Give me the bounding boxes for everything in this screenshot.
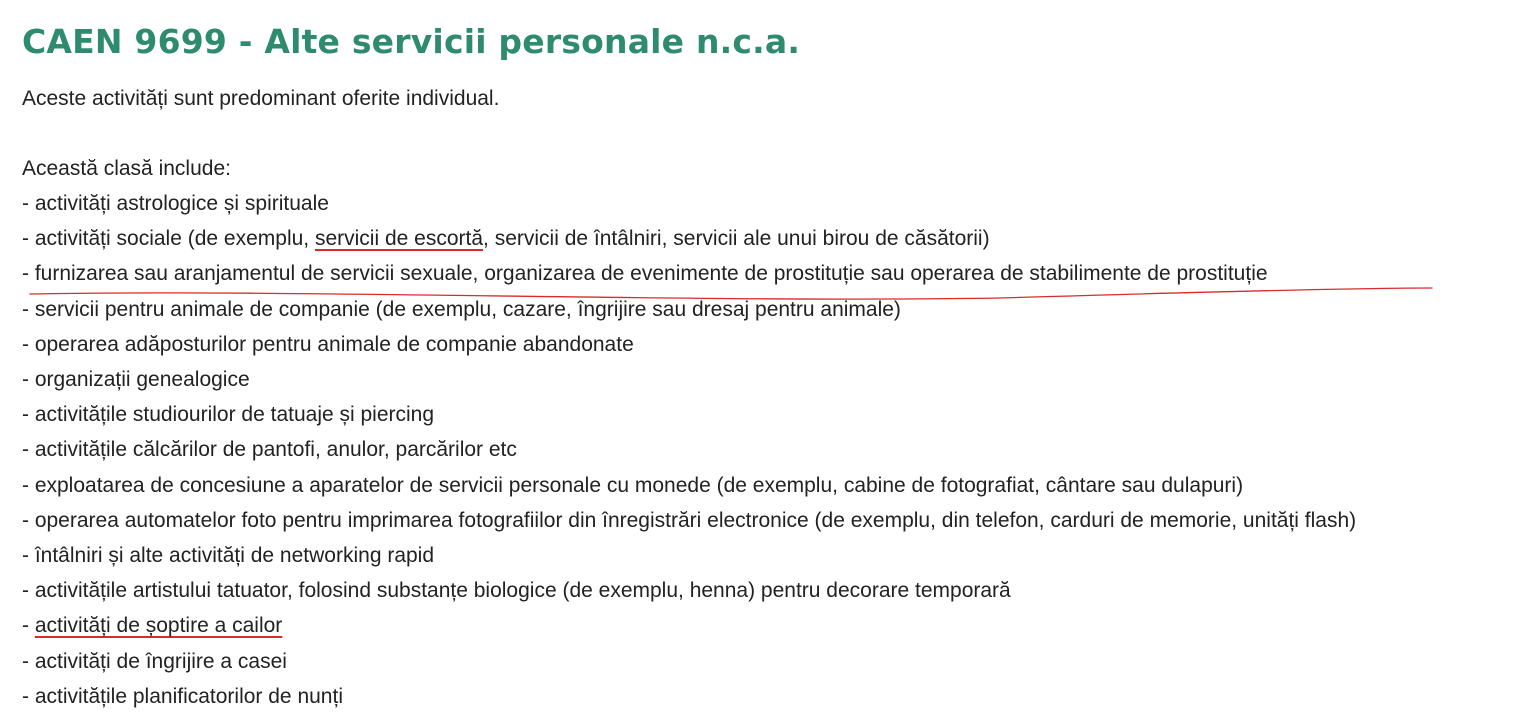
list-item: - activitățile planificatorilor de nunți [22,684,343,708]
page-title: CAEN 9699 - Alte servicii personale n.c.a. [22,22,801,61]
list-item: - întâlniri și alte activități de networking rapid [22,544,435,568]
list-item: - exploatarea de concesiune a aparatelor de servicii personale cu monede (de exemplu, cabine de fotografiat, cântare sau dulapuri) [22,473,1244,497]
list-item: - activități de îngrijire a casei [22,649,287,673]
list-item: - organizații genealogice [22,368,250,392]
blank-line [22,116,1536,152]
list-item: - activitățile studiourilor de tatuaje și piercing [22,403,435,427]
list-item: - servicii pentru animale de companie (de exemplu, cazare, îngrijire sau dresaj pentru animale) [22,297,901,321]
underlined-phrase: activități de șoptire a cailor [34,614,283,638]
activity-list [22,186,1536,714]
list-item: - operarea automatelor foto pentru imprimarea fotografiilor din înregistrări electronice (de exemplu, din telefon, carduri de memorie, unități flash) [22,508,1357,532]
list-item: - activitățile artistului tatuator, folosind substanțe biologice (de exemplu, henna) pentru decorare temporară [22,579,1011,603]
underlined-phrase: servicii de escortă [314,227,484,251]
list-lead: Această clasă include: [22,157,231,180]
list-item-text: - activități sociale (de exemplu, [22,227,315,251]
list-item: - activități astrologice și spirituale [22,192,329,215]
intro-text: Aceste activități sunt predominant oferite individual. [22,87,500,110]
list-item [22,221,1536,256]
list-item-text: - [22,614,35,638]
list-item-text: , servicii de întâlniri, servicii ale unui birou de căsătorii) [483,227,990,251]
list-item: - furnizarea sau aranjamentul de servicii sexuale, organizarea de evenimente de prostituție sau operarea de stabilimente de prostituție [22,262,1268,286]
list-item: - operarea adăposturilor pentru animale de companie abandonate [22,332,634,356]
list-item [22,608,1536,643]
list-item: - activitățile călcărilor de pantofi, anulor, parcărilor etc [22,438,517,462]
